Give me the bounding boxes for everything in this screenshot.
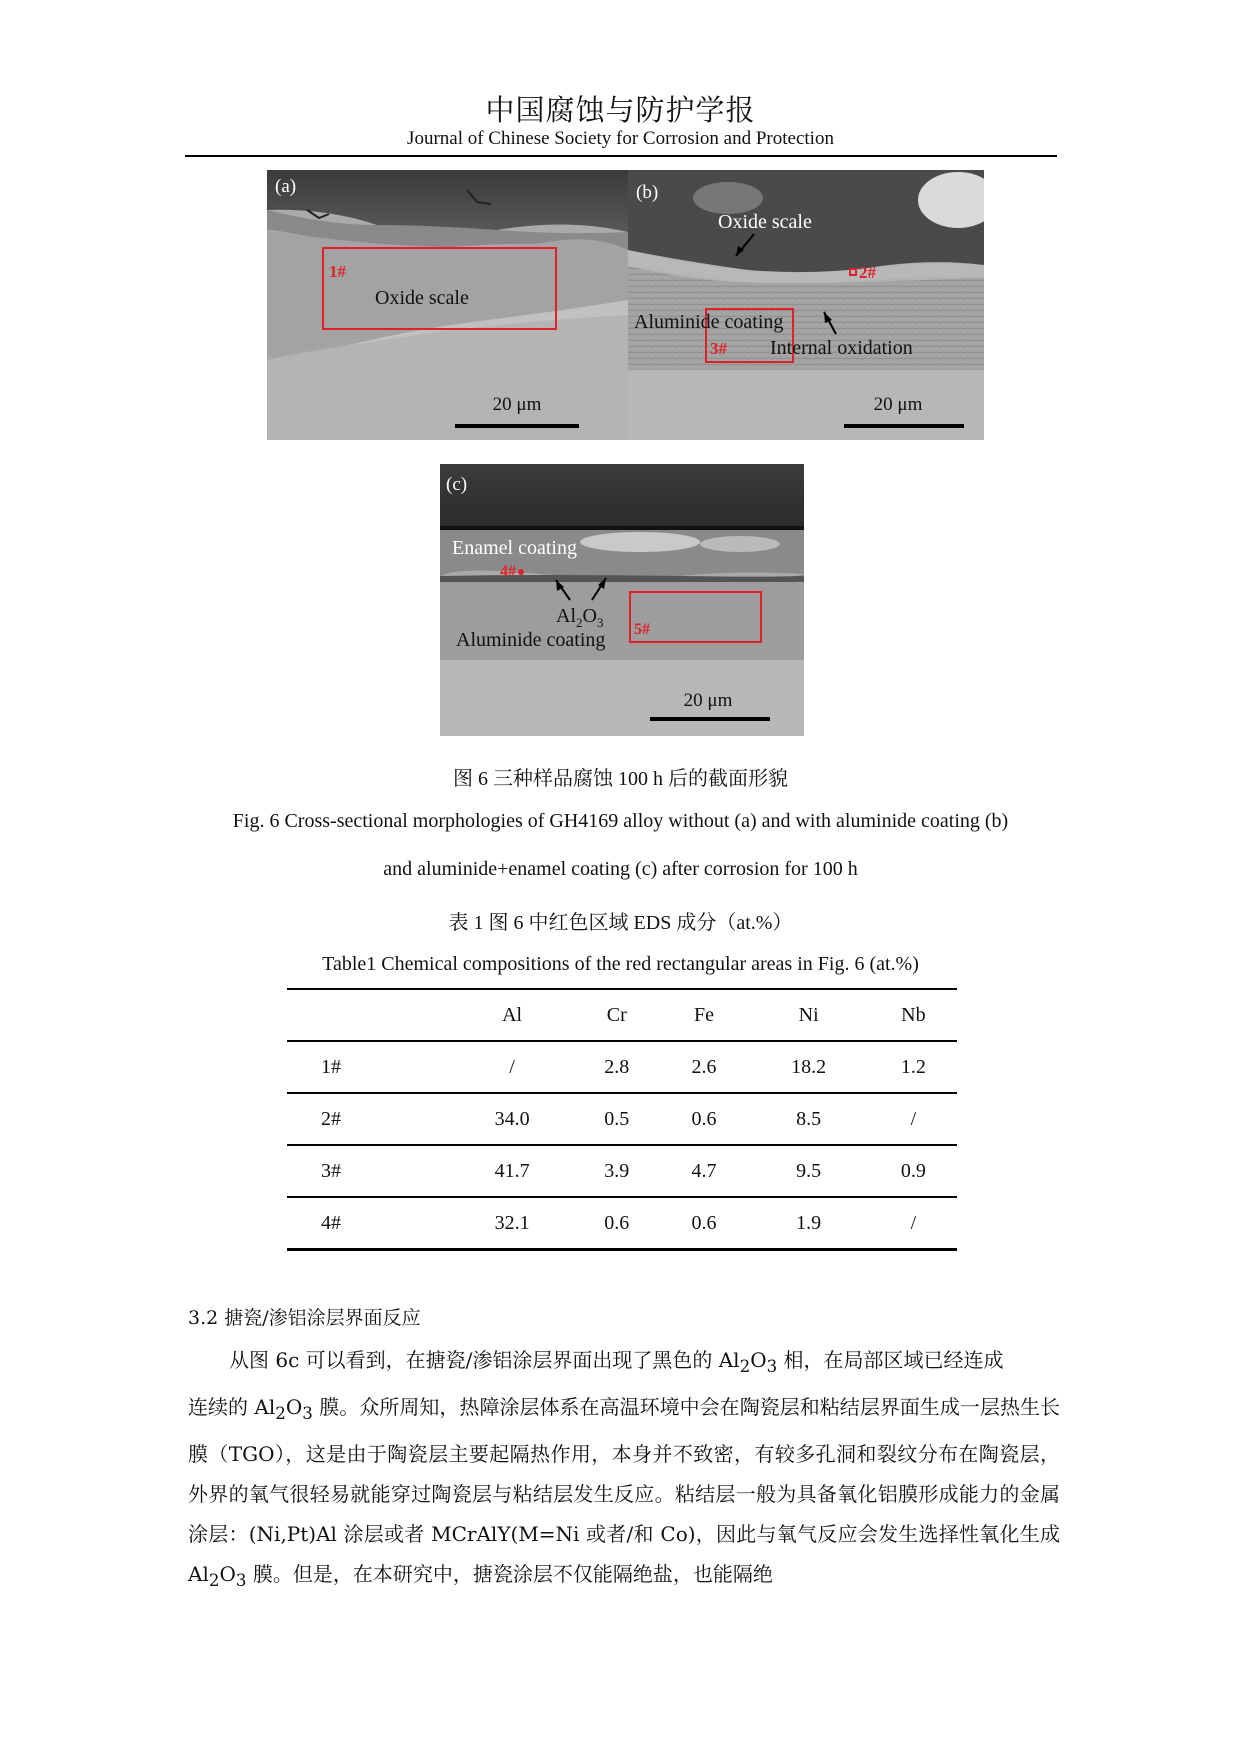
table-cell: 1.2 [900, 1055, 926, 1078]
journal-title-en: Journal of Chinese Society for Corrosion and Protection [407, 128, 834, 149]
table-cell: 0.9 [900, 1159, 926, 1182]
table-cell: 4# [321, 1211, 341, 1234]
table-cell: 9.5 [796, 1159, 822, 1182]
figure-caption-en-2: and aluminide+enamel coating (c) after corrosion for 100 h [383, 858, 858, 880]
table-cell: 8.5 [796, 1107, 822, 1130]
tag-b: (b) [636, 182, 659, 203]
table-header: Al [502, 1003, 523, 1026]
eds-table [287, 988, 957, 1251]
table-cell: 1.9 [796, 1211, 822, 1234]
table-cell: 2.6 [691, 1055, 717, 1078]
table-header [287, 989, 451, 1041]
label-internal-oxidation: Internal oxidation [770, 337, 913, 359]
table-caption-en: Table1 Chemical compositions of the red rectangular areas in Fig. 6 (at.%) [322, 953, 919, 975]
table-header: Nb [901, 1003, 926, 1026]
scale-text-c: 20 μm [683, 690, 733, 711]
label-aluminide-coating-b: Aluminide coating [634, 311, 784, 333]
journal-title-cn: 中国腐蚀与防护学报 [485, 93, 756, 127]
label-oxide-scale-b: Oxide scale [718, 211, 812, 233]
label-enamel-coating: Enamel coating [452, 537, 577, 559]
table-row [287, 1041, 957, 1093]
table-caption-cn: 表 1 图 6 中红色区域 EDS 成分（at.%） [448, 912, 793, 934]
table-row [287, 1145, 957, 1197]
table-header: Ni [798, 1003, 819, 1026]
table-cell: 0.6 [691, 1107, 717, 1130]
region-point-4 [518, 569, 524, 575]
table-cell: 4.7 [691, 1159, 717, 1182]
label-aluminide-coating-c: Aluminide coating [456, 629, 606, 651]
table-cell: / [509, 1055, 515, 1078]
table-cell: 0.6 [604, 1211, 630, 1234]
section-heading: 3.2 搪瓷/渗铝涂层界面反应 [188, 1307, 421, 1329]
table-cell: / [910, 1107, 917, 1130]
table-cell: / [910, 1211, 917, 1234]
table-row [287, 1093, 957, 1145]
label-al2o3: $Al_2O_3$ [556, 605, 604, 630]
tag-a: (a) [275, 176, 297, 197]
table-header: Cr [606, 1003, 627, 1026]
table-cell: 32.1 [494, 1211, 530, 1234]
table-cell: 0.6 [691, 1211, 717, 1234]
region-label-4: 4# [500, 563, 516, 580]
table-cell: 3# [321, 1159, 341, 1182]
table-cell: 1# [321, 1055, 341, 1078]
table-cell: 2.8 [604, 1055, 630, 1078]
tag-c: (c) [446, 474, 468, 495]
figure-caption-en-1: Fig. 6 Cross-sectional morphologies of GH4169 alloy without (a) and with aluminide coating (b) [232, 810, 1009, 832]
scale-text-a: 20 μm [492, 394, 542, 415]
region-label-3: 3# [710, 339, 727, 358]
micrograph-b [628, 170, 984, 440]
table-cell: 0.5 [604, 1107, 630, 1130]
region-label-5: 5# [634, 621, 650, 638]
figure-caption-cn: 图 6 三种样品腐蚀 100 h 后的截面形貌 [453, 768, 788, 790]
body-paragraph [188, 1340, 1060, 1601]
table-header-row [287, 989, 957, 1041]
table-cell: 3.9 [604, 1159, 630, 1182]
table-cell: 34.0 [494, 1107, 530, 1130]
header-rule [185, 155, 1057, 157]
micrograph-c [440, 464, 804, 736]
paragraph-text: 连续的 $Al_2O_3$ 膜。众所周知，热障涂层体系在高温环境中会在陶瓷层和粘结层界面生成一层热生长膜（TGO），这是由于陶瓷层主要起隔热作用，本身并不致密，有较多孔洞和裂纹分布在陶瓷层，外界的氧气很轻易就能穿过陶瓷层与粘结层发生反应。粘结层一般为具备氧化铝膜形成能力的金属涂层：(Ni,Pt)Al 涂层或者 MCrAlY(M=Ni 或者/和 Co)，因此与氧气反应会发生选择性氧化生成 $Al_2O_3$ 膜。但是，在本研究中，搪瓷涂层不仅能隔绝盐，也能隔绝 [188, 1395, 1060, 1590]
table-header: Fe [693, 1003, 714, 1026]
table-cell: 2# [321, 1107, 341, 1130]
table-cell: 41.7 [494, 1159, 530, 1182]
micrograph-a [267, 170, 628, 440]
table-row [287, 1197, 957, 1250]
label-oxide-scale-a: Oxide scale [375, 287, 469, 309]
paragraph-line-1: 从图 6c 可以看到，在搪瓷/渗铝涂层界面出现了黑色的 $Al_2O_3$ 相，在局部区域已经连成 [229, 1348, 1004, 1376]
scale-bar-a [455, 424, 579, 428]
region-label-2: 2# [859, 263, 876, 282]
table-cell: 18.2 [791, 1055, 827, 1078]
scale-text-b: 20 μm [873, 394, 923, 415]
scale-bar-b [844, 424, 964, 428]
region-label-1: 1# [329, 262, 346, 281]
scale-bar-c [650, 717, 770, 721]
